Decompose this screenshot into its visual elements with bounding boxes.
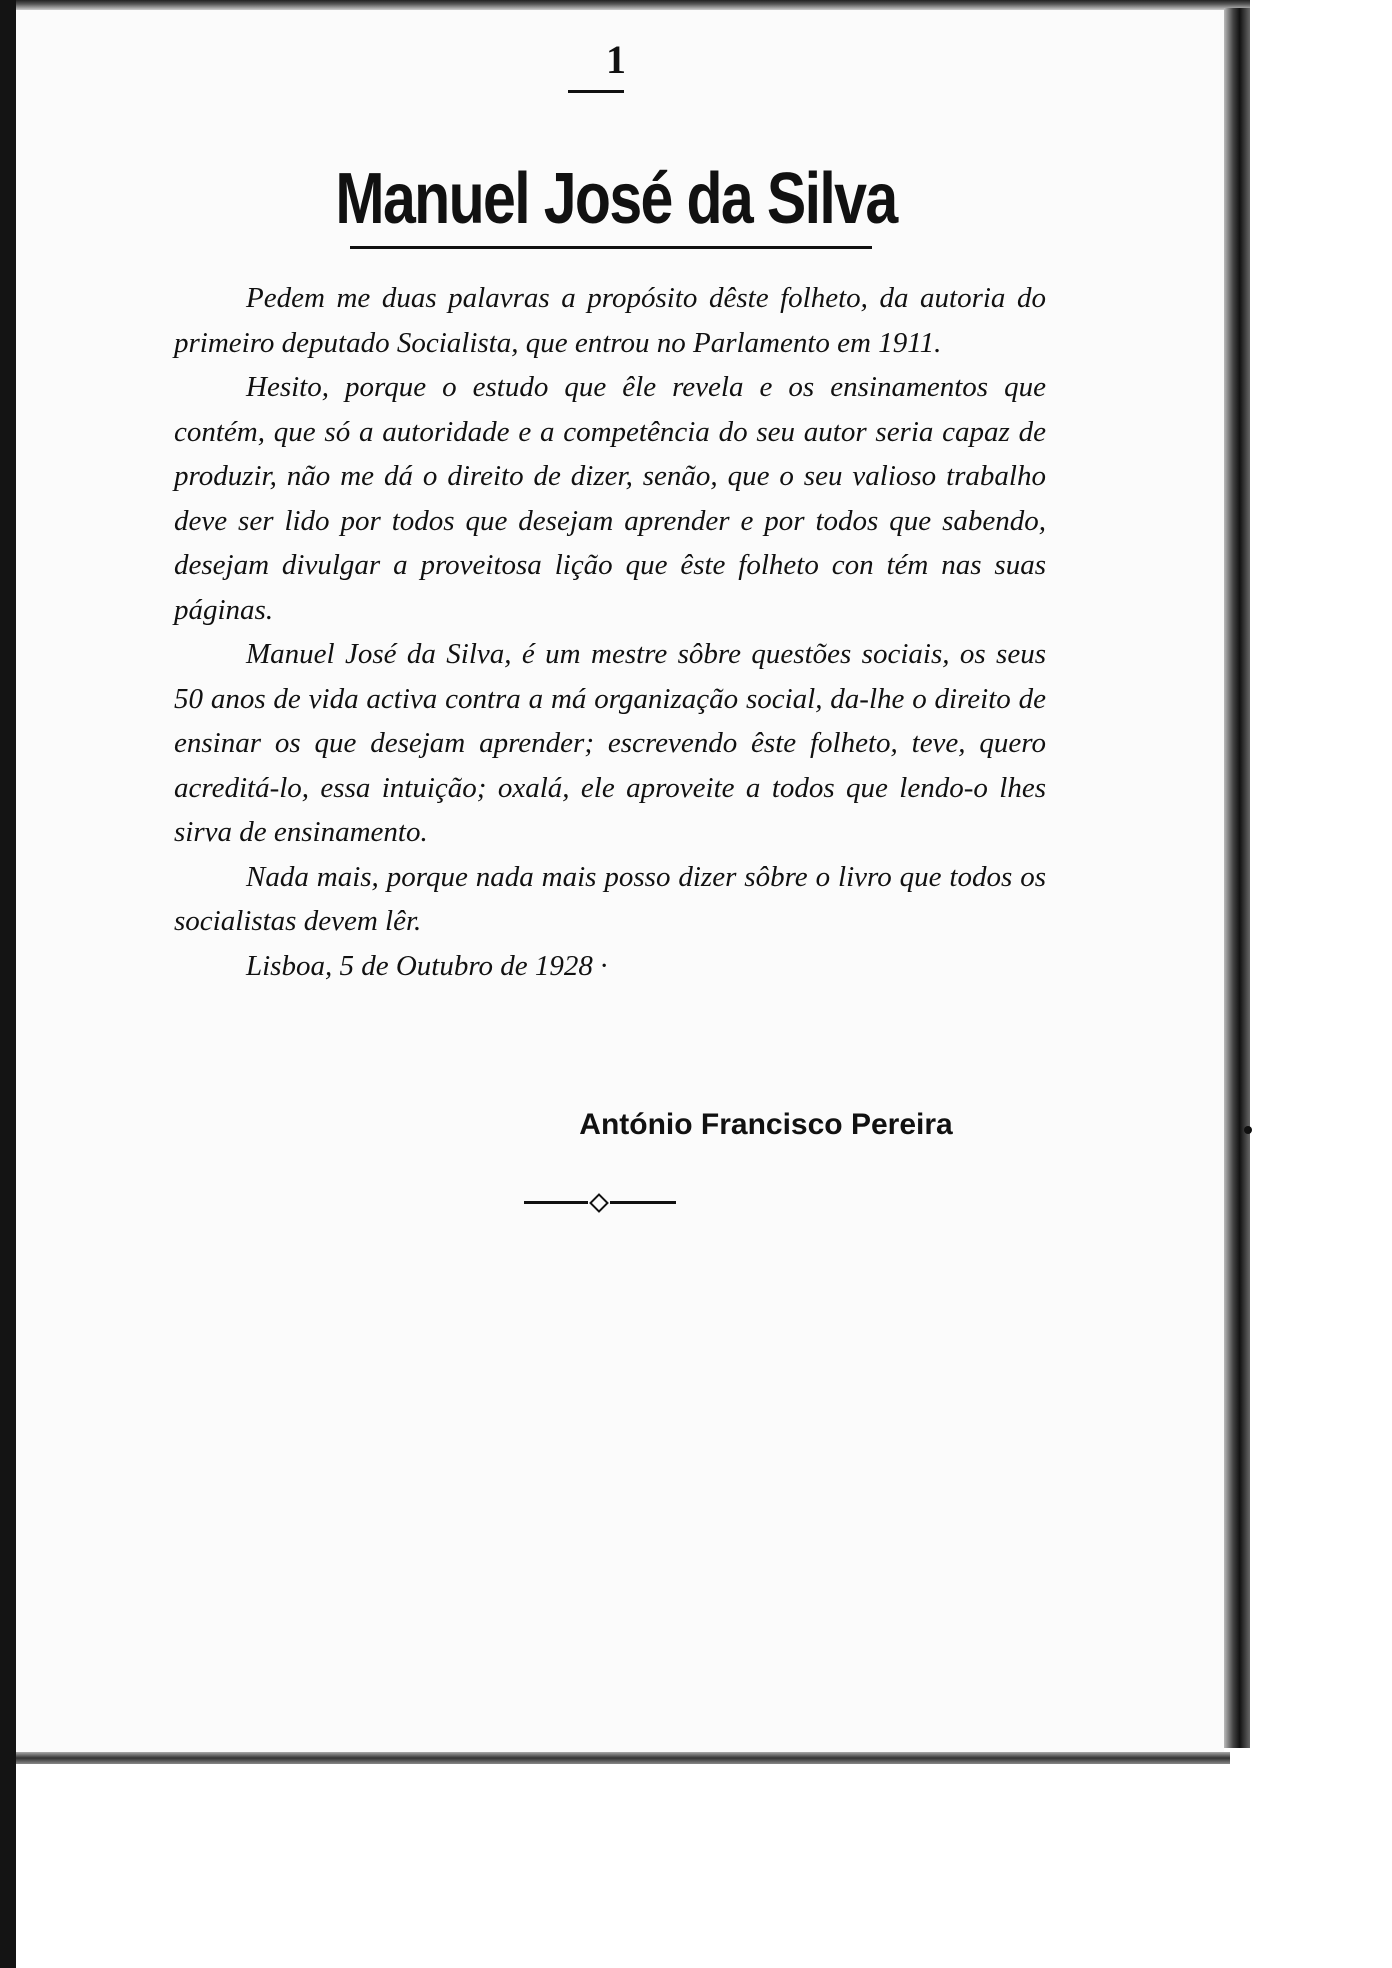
document-title: Manuel José da Silva bbox=[335, 159, 897, 239]
ornament-divider bbox=[524, 1194, 680, 1210]
paragraph-1: Pedem me duas palavras a propósito dêste folheto, da autoria do primeiro deputado Socialista, que entrou no Parlamento em 1911. bbox=[174, 282, 1046, 359]
body-text bbox=[174, 276, 1046, 988]
title-underline bbox=[350, 246, 872, 249]
page-edge-shadow-right bbox=[1224, 8, 1250, 1748]
paragraph-3: Manuel José da Silva, é um mestre sôbre questões sociais, os seus 50 anos de vida activa contra a má organização social, da-lhe o direito de ensinar os que desejam aprender; escrevendo êste folheto, teve, quero acreditá-lo, essa intuição; oxalá, ele aproveite a todos que lendo-o lhes sirva de ensinamento. bbox=[174, 638, 1046, 848]
diamond-icon bbox=[589, 1193, 609, 1213]
scan-margin-bottom bbox=[16, 1764, 1392, 1968]
page-edge-shadow-bottom bbox=[16, 1752, 1230, 1764]
paragraph-2: Hesito, porque o estudo que êle revela e os ensinamentos que contém, que só a autoridade e a competência do seu autor seria capaz de produzir, não me dá o direito de dizer, senão, que o seu valioso trabalho deve ser lido por todos que desejam aprender e por todos que sabendo, desejam divulgar a proveitosa lição que êste folheto con tém nas suas páginas. bbox=[174, 371, 1046, 626]
page-number-underline bbox=[568, 90, 624, 93]
document-page bbox=[16, 10, 1224, 1752]
ink-dot-mark bbox=[1244, 1126, 1252, 1134]
paragraph-4: Nada mais, porque nada mais posso dizer sôbre o livro que todos os socialistas devem lêr. bbox=[174, 860, 1046, 937]
author-signature: António Francisco Pereira bbox=[579, 1108, 953, 1141]
dateline: Lisboa, 5 de Outubro de 1928 · bbox=[246, 949, 608, 982]
ornament-bar-right bbox=[610, 1201, 676, 1204]
page-number: 1 bbox=[606, 37, 626, 82]
ornament-bar-left bbox=[524, 1201, 588, 1204]
scan-edge-top bbox=[16, 0, 1392, 10]
binding-shadow-left bbox=[0, 0, 16, 1968]
scan-margin-right bbox=[1250, 0, 1392, 1968]
